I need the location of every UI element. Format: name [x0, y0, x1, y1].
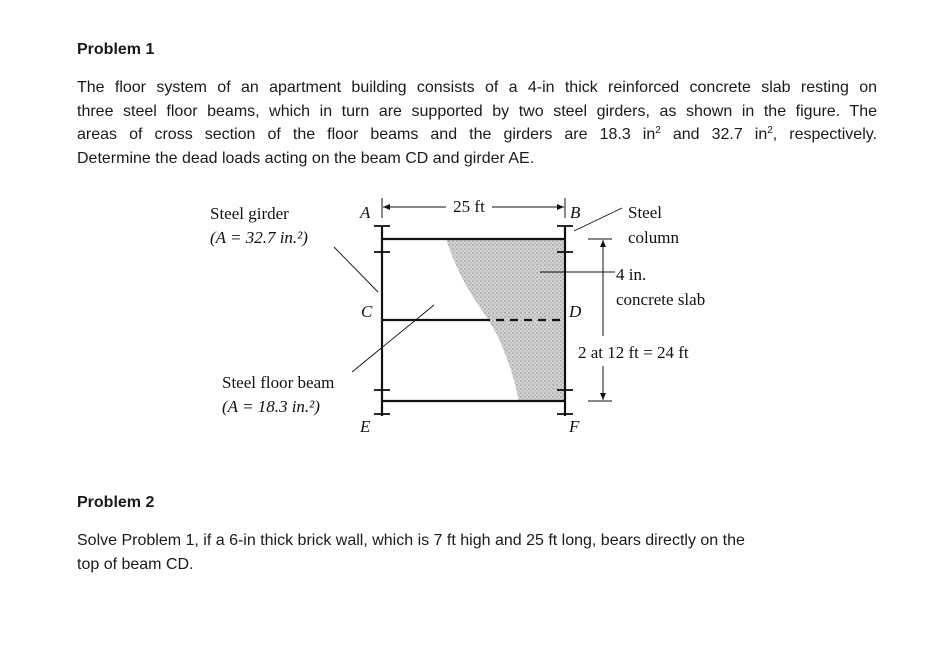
problem-1-line-2: three steel floor beams, which in turn are supported by two steel girders, as shown in the figure. The [77, 102, 877, 120]
girder-label: Steel girder [210, 204, 289, 223]
problem-2-line-1: Solve Problem 1, if a 6-in thick brick wall, which is 7 ft high and 25 ft long, bears directly on the [77, 532, 745, 549]
beam-area: (A = 18.3 in.²) [222, 397, 320, 416]
slab-label-2: concrete slab [616, 290, 706, 309]
point-c-label: C [361, 302, 373, 321]
problem-1-statement [77, 76, 877, 170]
column-leader [574, 208, 622, 231]
areas-text-a: areas of cross section of the floor beams and the girders are 18.3 in [77, 126, 656, 143]
dim-spacing-label: 2 at 12 ft = 24 ft [578, 343, 689, 362]
problem-2-heading: Problem 2 [77, 494, 155, 511]
areas-text-c: , respectively. [772, 126, 878, 143]
girder-area: (A = 32.7 in.²) [210, 228, 308, 247]
girder-leader [334, 247, 378, 292]
dim-span-label: 25 ft [453, 197, 485, 216]
problem-2-line-2: top of beam CD. [77, 555, 194, 573]
slab-label-1: 4 in. [616, 265, 647, 284]
point-e-label: E [360, 417, 371, 436]
problem-1-line-1: The floor system of an apartment building consists of a 4-in thick reinforced concrete slab resting on [77, 79, 877, 96]
problem-2-statement [77, 529, 877, 576]
beam-label: Steel floor beam [222, 373, 335, 392]
floor-system-figure [190, 186, 750, 446]
superscript-2: 2 [767, 125, 773, 136]
problem-1-line-3 [77, 123, 877, 147]
problem-1-heading: Problem 1 [77, 41, 155, 58]
column-label-1: Steel [628, 203, 662, 222]
superscript-2: 2 [655, 125, 661, 136]
problem-1-line-4: Determine the dead loads acting on the beam CD and girder AE. [77, 149, 535, 167]
column-label-2: column [628, 228, 679, 247]
point-f-label: F [569, 417, 580, 436]
point-a-label: A [360, 203, 371, 222]
point-d-label: D [569, 302, 582, 321]
areas-text-b: and 32.7 in [660, 126, 768, 143]
point-b-label: B [570, 203, 581, 222]
